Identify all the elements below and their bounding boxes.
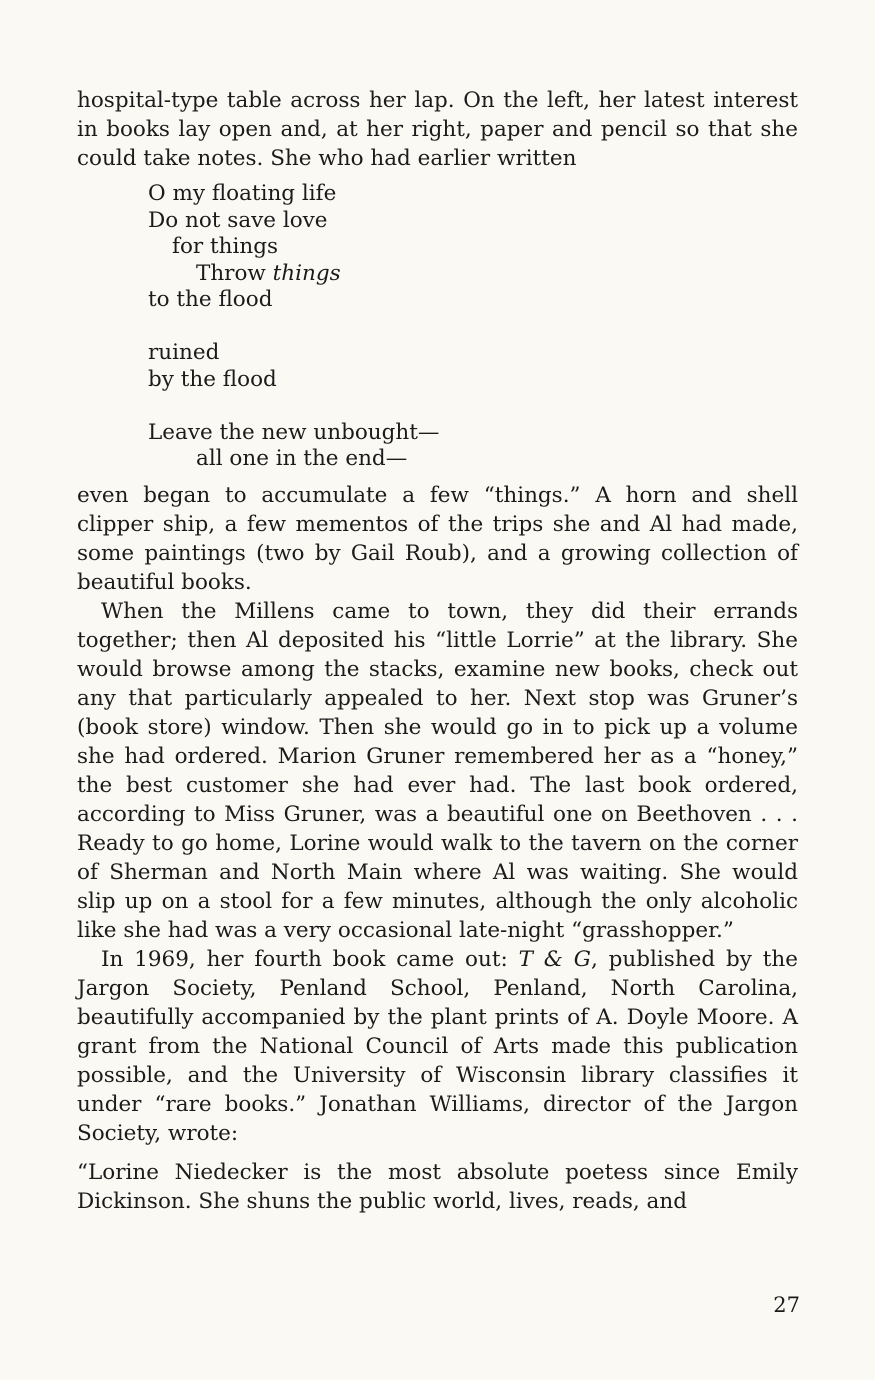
poem-emphasis: things (272, 260, 341, 286)
poem-line: ruined (148, 340, 220, 365)
paragraph-millens: When the Millens came to town, they did their errands together; then Al deposited his “little Lorrie” at the library. She would browse among the stacks, examine new books, check out any that particularly appealed to her. Next stop was Gruner’s (book store) window. Then she would go in to pick up a volume she had ordered. Marion Gruner remembered her as a “honey,” the best customer she had ever had. The last book ordered, according to Miss Gruner, was a beautiful one on Beethoven . . . Ready to go home, Lorine would walk to the tavern on the corner of Sherman and North Main where Al was waiting. She would slip up on a stool for a few minutes, although the only alcoholic like she had was a very occasional late-night “grasshopper.” (77, 598, 798, 943)
text-segment: , published by the Jargon Society, Penland School, Penland, North Carolina, beautifully accompanied by the plant prints of A. Doyle Moore. A grant from the National Council of Arts made this publication possible, and the University of Wisconsin library classifies it under “rare books.” Jonathan Williams, director of the Jargon Society, wrote: (77, 946, 798, 1146)
stanza-break (148, 314, 798, 341)
book-title: T & G (518, 946, 591, 972)
poem-line: Leave the new unbought— (148, 419, 440, 445)
poem-line: Do not save love (148, 207, 328, 233)
stanza-break (148, 393, 798, 420)
poem-line: for things (172, 234, 279, 259)
poem-line: by the flood (148, 366, 277, 392)
poem-line: to the flood (148, 287, 273, 312)
paragraph-opening: hospital-type table across her lap. On the left, her latest interest in books lay open and, at her right, paper and pencil so that she could take notes. She who had earlier written (77, 88, 798, 171)
poem-line (148, 261, 798, 288)
poem-block (148, 181, 798, 473)
paragraph-fourth-book (77, 945, 798, 1148)
poem-text: Throw (196, 260, 273, 286)
paragraph-quote: “Lorine Niedecker is the most absolute poetess since Emily Dickinson. She shuns the public world, lives, reads, and (77, 1159, 798, 1214)
poem-line: all one in the end— (196, 446, 408, 471)
paragraph-things: even began to accumulate a few “things.” A horn and shell clipper ship, a few mementos of the trips she and Al had made, some paintings (two by Gail Roub), and a growing collection of beautiful books. (77, 482, 798, 595)
page-number: 27 (773, 1293, 800, 1317)
page-body (77, 86, 798, 1216)
text-segment: In 1969, her fourth book came out: (101, 946, 519, 972)
poem-line: O my floating life (148, 181, 337, 206)
